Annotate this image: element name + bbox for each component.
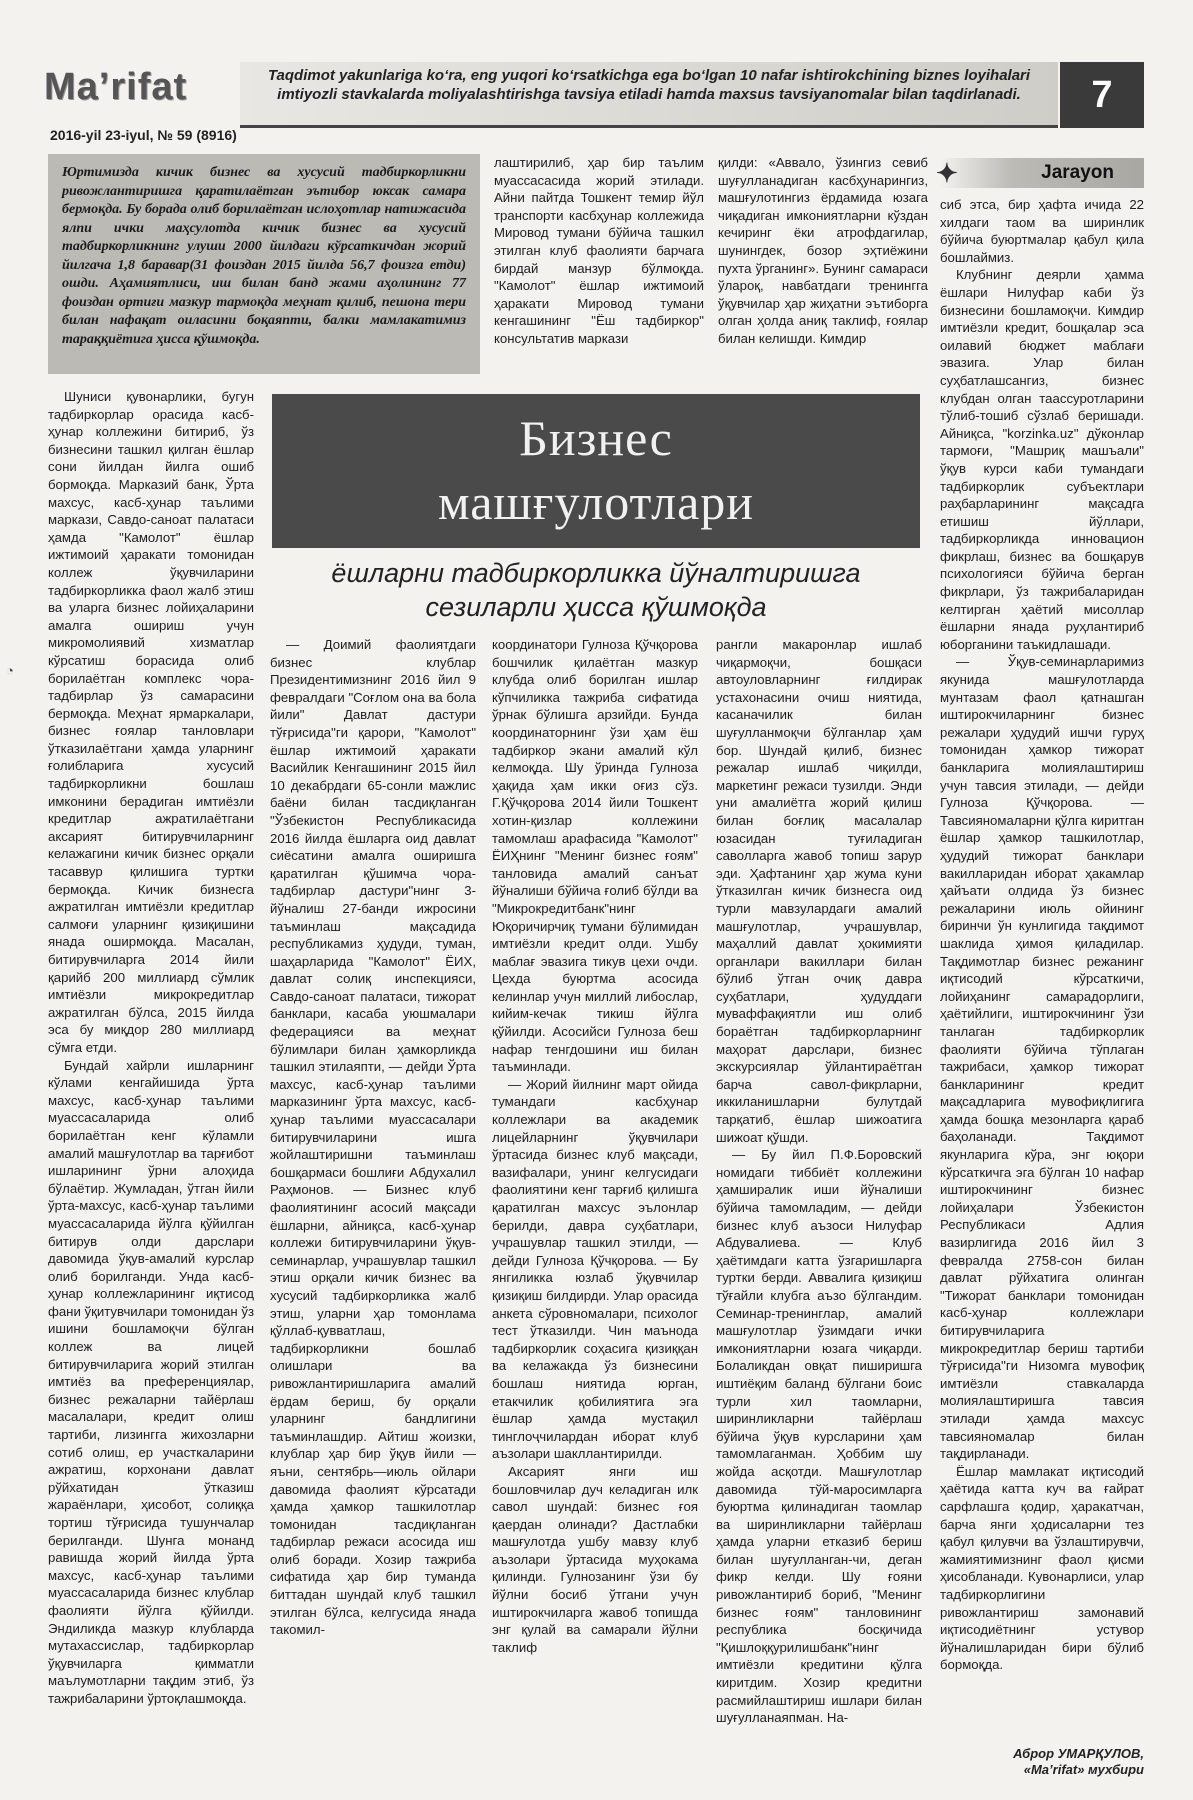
header-tagline: Taqdimot yakunlariga ko‘ra, eng yuqori ko‘rsatkichga ega bo‘lgan 10 nafar ishtirokchining biznes loyihalari imtiyozli stavkalarda moliyalashtirishga tavsiya etiladi hamda maxsus tavsiyanomalar bilan taqdirlanadi. bbox=[240, 62, 1058, 128]
column-2 bbox=[270, 636, 476, 1790]
column-2-top bbox=[494, 154, 704, 378]
paragraph: Бундай хайрли ишларнинг кўлами кенгайишида ўрта махсус, касб-ҳунар таълими муассасаларида олиб борилаётган кенг кўламли амалий машғулотлар ва тарғибот ишларининг ўрни алоҳида бўлаётир. Жумладан, ўтган йили ўрта-махсус, касб-ҳунар таълими муассасаларида йўлга қўйилган битирув олди дарслари давомида ўқув-амалий курслар олиб борилганди. Унда касб-ҳунар коллежларининг иқтисод фани ўқитувчилари томонидан ўз ишини бошламоқчи бўлган коллеж ва лицей битирувчиларига жорий этилган имтиёз ва преференциялар, бизнес режаларни тайёрлаш масалалари, кредит олиш тартиби, лизингга жихозларни сотиб олиш, ер участкаларини ажратиш, корхонани давлат рўйхатидан ўтказиш жараёнлари, ҳисобот, солиққа тортиш тўғрисида тушунчалар берилганди. Шунга монанд равишда жорий йилда ўрта махсус, касб-ҳунар таълими муассасаларида бизнес клублар фаолияти йўлга қўйилди. Эндиликда мазкур клубларда мутахассислар, тадбиркорлар ўқувчиларга қимматли маълумотларни тақдим этиб, ўз тажрибаларини ўртоқлашмоқда. bbox=[48, 1057, 254, 1706]
paragraph: Аксарият янги иш бошловчилар дуч келадиган илк савол шундай: бизнес ғоя қаердан олинади? Дастлабки машғулотда ушбу мавзу клуб аъзолари ўртасида муҳокама қилинди. Гулнозанинг ўзи бу йўлни босиб ўтгани учун иштирокчиларга жавоб топишда энг қулай ва самарали йўлни таклиф bbox=[492, 1463, 698, 1655]
column-4 bbox=[716, 636, 922, 1790]
column-3 bbox=[492, 636, 698, 1790]
title-line-1: Бизнес bbox=[519, 410, 673, 466]
column-3-top bbox=[718, 154, 928, 378]
author-role: «Ma’rifat» мухбири bbox=[1023, 1762, 1144, 1777]
column-5 bbox=[940, 196, 1144, 1742]
paragraph: сиб этса, бир ҳафта ичида 22 хилдаги таом ва ширинлик бўйича буюртмалар қабул қила бошлаймиз. bbox=[940, 197, 1144, 265]
book-icon: ✦ bbox=[936, 158, 958, 188]
author-signature bbox=[948, 1746, 1144, 1778]
author-name: Аброр УМАРҚУЛОВ, bbox=[1013, 1746, 1144, 1761]
column-text: қилди: «Аввало, ўзингиз севиб шуғулланадиган касбҳунарингиз, машғулотингиз ёрдамида юзага чиқадиган имкониятларни кўздан кечиринг ёки атрофдагилар, шунингдек, бозор эҳтиёжини пухта ўрганинг». Бунинг самараси ўлароқ, навбатдаги тренингга ўқувчилар ҳар жиҳатни эътиборга олган ҳолда аниқ таклиф, ғоялар билан келишди. Кимдир bbox=[718, 155, 928, 346]
page-number: 7 bbox=[1060, 62, 1144, 128]
title-line-2: машғулотлари bbox=[437, 474, 755, 530]
rubric-label bbox=[936, 158, 1144, 188]
newspaper-logo: Ma’rifat bbox=[44, 66, 188, 108]
paragraph: рангли макаронлар ишлаб чиқармоқчи, бошқаси автоуловларнинг ғилдирак устахонасини очиш ниятида, касаначилик билан шуғулланмоқчи бўлганлар ҳам бор. Шундай қилиб, бизнес режалар ишлаб чиқилди, маркетинг режаси тузилди. Энди уни амалиётга жорий қилиш билан боғлиқ масалалар юзасидан туғиладиган саволларга жавоб топиш зарур эди. Ҳафтанинг ҳар жума куни ўтказилган кичик бизнесга оид турли мавзулардаги амалий машғулотлар, учрашувлар, маҳаллий давлат ҳокимияти органлари вакиллари билан бўлиб ўтган очиқ давра суҳбатлари, ҳудуддаги муваффақиятли иш олиб бораётган тадбиркорларнинг маҳорат дарслари, бизнес экскурсиялар ўйлантираётган барча савол-фикрларни, иккиланишларни булутдай тарқатиб, ёшлар шижоатига шижоат қўшди. bbox=[716, 637, 922, 1145]
paragraph: — Жорий йилнинг март ойида тумандаги касбҳунар коллежлари ва академик лицейларнинг ўқувчилари ўртасида бизнес клуб мақсади, вазифалари, унинг келгусидаги фаолиятини кенг тарғиб қилишга қаратилган махсус эълонлар берилди, давра суҳбатлари, учрашувлар ташкил этилди, — дейди Гулноза Қўчқорова. — Бу янгиликка юзлаб ўқувчилар қизиқиш билдирди. Улар орасида анкета сўровномалари, психолог тест ўтказилди. Чин маънода тадбиркорлик соҳасига қизиққан ва келажакда ўз бизнесини бошлаш ниятида юрган, етакчилик қобилиятига эга ёшлар ҳамда мустақил тинглоҷчилардан иборат клуб аъзолари шакллантирилди. bbox=[492, 1076, 698, 1462]
paragraph: Шуниси қувонарлики, бугун тадбиркорлар орасида касб-ҳунар коллежини битириб, ўз бизнесини ташкил қилган ёшлар сони йилдан йилга ошиб бормоқда. Марказий банк, Ўрта махсус, касб-ҳунар таълими маркази, Савдо-саноат палатаси ҳамда "Камолот" ёшлар ижтимоий ҳаракати томонидан коллеж ўқувчиларини тадбиркорликка фаол жалб этиш ва уларга бизнес лойиҳаларини амалга ошириш учун микромолиявий хизматлар кўрсатиш борасида олиб борилаётган комплекс чора-тадбирлар ўз самарасини бермоқда. Меҳнат ярмаркалари, бизнес ғоялар танловлари ўтказилаётгани ҳамда уларнинг ғолибларига хусусий тадбиркорликни бошлаш имконини берадиган имтиёзли кредитлар ажратилаётгани аксарият битирувчиларнинг келажагини кичик бизнес орқали тасаввур қилишига туртки бермоқда. Кичик бизнесга ажратилган имтиёзли кредитлар салмоғи уларнинг қизиқишини янада оширмоқда. Масалан, битирувчиларга 2014 йили қарийб 200 миллиард сўмлик имтиёзли микрокредитлар ажратилган бўлса, 2015 йилда эса бу миқдор 280 миллиард сўмга етди. bbox=[48, 389, 254, 1055]
paragraph: Клубнинг деярли ҳамма ёшлари Нилуфар каби ўз бизнесини бошламоқчи. Кимдир имтиёзли кредит, бошқалар эса оилавий бюджет маблағи эвазига. Улар билан суҳбатлашсангиз, бизнес клубдан олган таассуротларини тўлиб-тошиб сўзлаб беришади. Айниқса, "korzinka.uz" дўконлар тармоғи, "Машриқ машъали" ўқув курси каби тумандаги тадбиркорлик субъектлари раҳбарларининг мақсадга етишиш йўллари, тадбиркорликда инновацион фикрлаш, бизнес ва бошқарув психологияси бўйича берган фикрлари, ўз тажрибаларидан келтирган ҳаётий мисоллар ёшларни янада руҳлантириб юборганини таъкидлашади. bbox=[940, 267, 1144, 652]
article-subtitle: ёшларни тадбиркорликка йўналтиришга сезиларли ҳисса қўшмоқда bbox=[331, 558, 861, 622]
paragraph: Ёшлар мамлакат иқтисодий ҳаётида катта куч ва ғайрат сарфлашга қодир, ҳаракатчан, барча янги ҳодисаларни тез қабул қилувчи ва ўзлаштирувчи, жамиятимизнинг фаол қисми ҳисобланади. Кувонарлиси, улар тадбиркорлигини ривожлантириш замонавий иқтисодиётнинг устувор йўналишларидан бири бўлиб бормоқда. bbox=[940, 1463, 1144, 1673]
rubric-text: Jarayon bbox=[1041, 162, 1114, 183]
paragraph: координатори Гулноза Қўчқорова бошчилик қилаётган мазкур клубда олиб борилган ишлар кўпчиликка тажриба сифатида ўрнак бўлишга арзийди. Бунда координаторнинг ўзи ҳам ёш тадбиркор экани амалий кўл келмоқда. Шу ўринда Гулноза ҳақида ҳам икки оғиз сўз. Г.Қўчқорова 2014 йили Тошкент хотин-қизлар коллежини тамомлаш арафасида "Камолот" ЁИҲнинг "Менинг бизнес ғоям" танловида амалий санъат йўналиши бўйича ғолиб бўлди ва "Микрокредитбанк"нинг Юқоричирчиқ тумани бўлимидан имтиёзли кредит олди. Ушбу маблағ эвазига тикув цехи очди. Цехда буюртма асосида келинлар учун миллий либослар, кийим-кечак тикиш йўлга қўйилди. Асосийси Гулноза беш нафар тенгдошини иш билан таъминлади. bbox=[492, 637, 698, 1075]
column-1 bbox=[48, 388, 254, 1790]
issue-date: 2016-yil 23-iyul, № 59 (8916) bbox=[50, 127, 237, 143]
lead-paragraph: Юртимизда кичик бизнес ва хусусий тадбиркорликни ривожлантиришга қаратилаётган эътибор юксак самара бермоқда. Бу борада олиб борилаётган ислоҳотлар натижасида ялпи ички маҳсулотда кичик бизнес ва хусусий тадбиркорликнинг улуши 2000 йилдаги кўрсаткичдан жорий йилгача 1,8 баравар(31 фоиздан 2015 йилда 56,7 фоизга етди) ошди. Аҳамиятлиси, иш билан банд жами аҳолининг 77 фоиздан ортиғи мазкур тармоқда меҳнат қилиб, пешона тери билан нафақат оиласини боқаяпти, балки мамлакатимиз тараққиётига ҳисса қўшмоқда. bbox=[48, 154, 480, 374]
paragraph: — Доимий фаолиятдаги бизнес клублар Президентимизнинг 2016 йил 9 февралдаги "Соғлом она ва бола йили" Давлат дастури тўғрисида"ги қарори, "Камолот" ёшлар ижтимоий ҳаракати Васийлик Кенгашининг 2015 йил 10 декабрдаги 65-сонли мажлис баёни билан тасдиқланган "Ўзбекистон Республикасида 2016 йилда ёшларга оид давлат сиёсатини амалга оширишга қаратилган қўшимча чора-тадбирлар дастури"нинг 3-йўналиш 27-банди ижросини таъминлаш мақсадида республикамиз ҳудуди, туман, шаҳарларида "Камолот" ЁИХ, давлат солиқ инспекцияси, Савдо-саноат палатаси, тижорат банклари, касаба уюшмалари федерацияси ва меҳнат бўлимлари билан ҳамкорликда ташкил этилаяпти, — дейди Ўрта махсус, касб-ҳунар таълими марказининг ўрта махсус, касб-ҳунар таълими муассасалари битирувчиларини ишга жойлаштиришни таъминлаш бошқармаси бошлиғи Абдухалил Раҳмонов. — Бизнес клуб фаолиятининг асосий мақсади ёшларни, айниқса, касб-ҳунар коллежи битирувчиларини ўқув-семинарлар, учрашувлар ташкил этиш орқали кичик бизнес ва хусусий тадбиркорликка жалб этиш, уларни ҳар томонлама қўллаб-қувватлаш, тадбиркорликни бошлаб олишлари ва ривожлантиришларига амалий ёрдам бериш, бу орқали уларнинг бандлигини таъминлашдир. Айтиш жоизки, клублар ҳар бир ўқув йили — яъни, сентябрь—июль ойлари давомида фаолият кўрсатади ҳамда ҳамкор ташкилотлар томонидан тасдиқланган тадбирлар режаси асосида иш олиб боради. Хозир тажриба сифатида ҳар бир туманда биттадан шундай клуб ташкил этилган бўлса, келгусида янада такомил- bbox=[270, 637, 476, 1638]
article-title bbox=[272, 394, 920, 548]
paragraph: — Ўқув-семинарларимиз якунида машғулотларда мунтазам фаол қатнашган иштирокчиларнинг бизнес режалари ҳудудий ишчи гуруҳ томонидан ҳамкор тижорат банкларига молиялаштириш учун тавсия этилади, — дейди Гулноза Қўчқорова. — Тавсияномаларни қўлга киритган ёшлар ҳамкор ташкилотлар, ҳудудий тижорат банклари вакилларидан иборат ҳакамлар ҳайъати олдида ўз бизнес режаларини июль ойининг биринчи ўн кунлигида тақдимот шаклида ҳимоя қиладилар. Тақдимотлар бизнес режанинг иқтисодий кўрсаткичи, лойиҳанинг самарадорлиги, ҳаётийлиги, иштирокчининг ўзи танлаган тадбиркорлик фаолияти бўйича тўплаган тажрибаси, ҳамкор тижорат банкларининг кредит мақсадларига мувофиқлигига ҳамда бошқа мезонларга қараб баҳоланади. Тақдимот якунларига кўра, энг юқори кўрсаткичга эга бўлган 10 нафар иштирокчининг бизнес лойиҳалари Ўзбекистон Республикаси Адлия вазирлигида 2016 йил 3 февралда 2758-сон билан давлат рўйхатига олинган "Тижорат банклари томонидан касб-ҳунар коллежлари битирувчиларига микрокредитлар бериш тартиби тўғрисида"ги Низомга мувофиқ имтиёзли ставкаларда молиялаштиришга тавсия этилади ҳамда махсус тавсияномалар билан тақдирланади. bbox=[940, 654, 1144, 1462]
margin-mark-icon: ◔ bbox=[6, 663, 14, 678]
column-text: лаштирилиб, ҳар бир таълим муассасасида жорий этилади. Айни пайтда Тошкент темир йўл транспорти касбҳунар коллежида Мировод тумани бўйича ташкил этилган клуб фаолияти барчага бирдай манзур бўлмоқда. "Камолот" ёшлар ижтимоий ҳаракати Мировод тумани кенгашининг "Ёш тадбиркор" консультатив маркази bbox=[494, 155, 704, 346]
paragraph: — Бу йил П.Ф.Боровский номидаги тиббиёт коллежини ҳамширалик иши йўналиши бўйича тамомладим, — дейди бизнес клуб аъзоси Нилуфар Абдувалиева. — Клуб ҳаётимдаги катта ўзгаришларга туртки берди. Аввалига қизиқиш тўғайли клубга аъзо бўлгандим. Семинар-тренинглар, амалий машғулотлар ўзимдаги ички имкониятларни юзага чиқарди. Болаликдан овқат пиширишга иштиёқим баланд бўлгани боис турли хил таомларни, ширинликларни тайёрлаш бўйича ўқув курсларини ҳам тамомлаганман. Ҳоббим шу жойда асқотди. Машғулотлар давомида тўй-маросимларга буюртма қилинадиган таомлар ва ширинликларни тайёрлаш ҳамда уларни етказиб бериш билан шуғулланган-чи, деган фикр келди. Шу ғояни ривожлантириб бориб, "Менинг бизнес ғоям" танловининг республика босқичида "Қишлоққурилишбанк"нинг имтиёзли кредитини қўлга киритдим. Хозир кредитни расмийлаштириш ишлари билан шуғулланаяпман. На- bbox=[716, 1147, 922, 1726]
